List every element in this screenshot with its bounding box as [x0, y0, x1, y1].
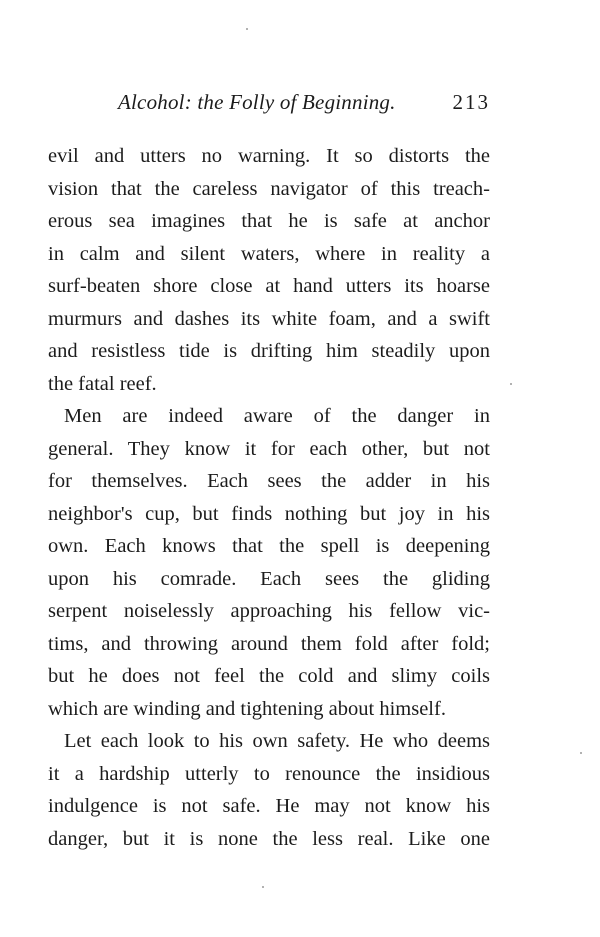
running-title: Alcohol: the Folly of Beginning. [118, 90, 396, 114]
text-line: vision that the careless navigator of this treach- [48, 177, 490, 200]
text-line: which are winding and tightening about himself. [48, 697, 446, 720]
text-line: danger, but it is none the less real. Like one [48, 827, 490, 850]
body-text [48, 140, 490, 855]
text-line: own. Each knows that the spell is deepening [48, 535, 490, 557]
print-speck [580, 752, 582, 754]
running-head [118, 90, 490, 120]
text-line: but he does not feel the cold and slimy coils [48, 665, 490, 687]
paragraph-start-line: Let each look to his own safety. He who deems [64, 730, 490, 752]
text-line: upon his comrade. Each sees the gliding [48, 567, 490, 590]
text-line: murmurs and dashes its white foam, and a swift [48, 307, 490, 330]
text-line: erous sea imagines that he is safe at anchor [48, 210, 490, 232]
print-speck [510, 383, 512, 385]
text-line: surf-beaten shore close at hand utters its hoarse [48, 275, 490, 297]
text-line: the fatal reef. [48, 372, 157, 395]
paragraph-start-line: Men are indeed aware of the danger in [64, 405, 490, 427]
text-line: indulgence is not safe. He may not know his [48, 795, 490, 817]
page-number: 213 [452, 90, 490, 114]
text-line: general. They know it for each other, but not [48, 437, 490, 460]
text-line: neighbor's cup, but finds nothing but joy in his [48, 502, 490, 525]
print-speck [262, 886, 264, 888]
text-line: in calm and silent waters, where in reality a [48, 242, 490, 265]
text-line: serpent noiselessly approaching his fellow vic- [48, 600, 490, 622]
text-line: tims, and throwing around them fold after fold; [48, 632, 490, 655]
text-line: for themselves. Each sees the adder in his [48, 470, 490, 492]
text-line: evil and utters no warning. It so distorts the [48, 145, 490, 167]
print-speck [246, 28, 248, 30]
text-line: and resistless tide is drifting him steadily upon [48, 340, 490, 362]
text-line: it a hardship utterly to renounce the insidious [48, 762, 490, 785]
